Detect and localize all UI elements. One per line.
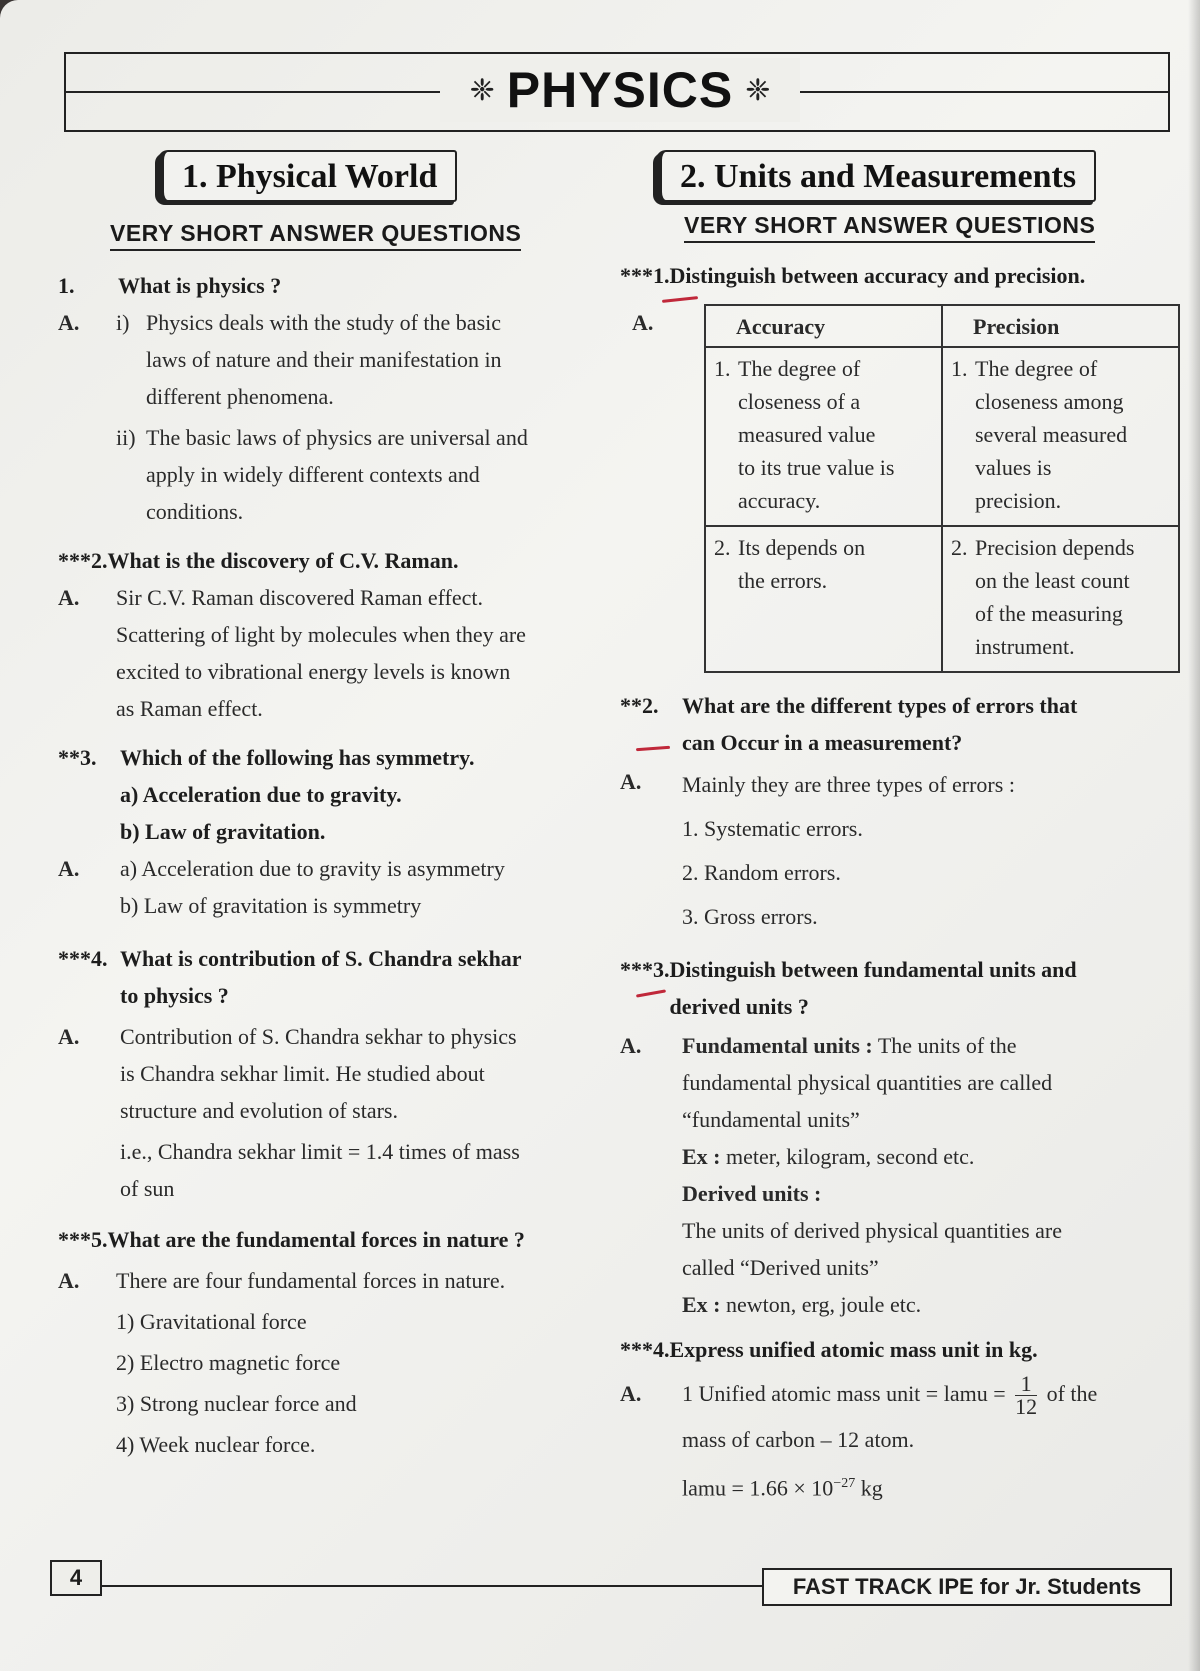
answer-line: b) Law of gravitation is symmetry bbox=[120, 893, 422, 918]
question-r2 bbox=[620, 687, 1180, 761]
question-text: What is physics ? bbox=[118, 273, 282, 298]
cell-line: Its depends on bbox=[738, 535, 866, 560]
list-item: 2) Electro magnetic force bbox=[116, 1350, 341, 1375]
answer-line: fundamental physical quantities are called bbox=[682, 1070, 1053, 1095]
question-number: ***2. bbox=[58, 548, 108, 573]
answer-line: laws of nature and their manifestation in bbox=[146, 347, 502, 372]
item-number: 2. bbox=[951, 535, 968, 560]
question-number: ***4. bbox=[58, 946, 108, 971]
fraction-denominator: 12 bbox=[1015, 1394, 1038, 1420]
answer-label: A. bbox=[620, 1033, 642, 1058]
question-number: ***5. bbox=[58, 1227, 108, 1252]
fraction bbox=[1015, 1373, 1037, 1418]
exponent: −27 bbox=[833, 1476, 856, 1492]
question-text: Distinguish between fundamental units and bbox=[669, 957, 1077, 982]
answer-3 bbox=[58, 850, 603, 924]
answer-r3 bbox=[620, 1027, 1180, 1323]
answer-r1 bbox=[620, 304, 1180, 673]
cell-line: measured value bbox=[738, 422, 876, 447]
left-column bbox=[58, 150, 603, 1463]
answer-5 bbox=[58, 1262, 603, 1463]
answer-line: different phenomena. bbox=[146, 384, 334, 409]
example-text: meter, kilogram, second etc. bbox=[726, 1144, 975, 1169]
answer-label: A. bbox=[632, 310, 654, 335]
list-item: 2. Random errors. bbox=[682, 860, 841, 885]
answer-r2 bbox=[620, 763, 1180, 939]
question-text: derived units ? bbox=[669, 994, 809, 1019]
cell-line: Precision depends bbox=[975, 535, 1135, 560]
question-text: What is the discovery of C.V. Raman. bbox=[107, 548, 459, 573]
table-row bbox=[705, 347, 1179, 526]
question-text: What are the fundamental forces in nature ? bbox=[107, 1227, 525, 1252]
chapter-title-units-measurements: 2. Units and Measurements bbox=[656, 150, 1096, 202]
table-cell bbox=[942, 526, 1179, 672]
list-item: 3. Gross errors. bbox=[682, 904, 818, 929]
question-3 bbox=[58, 739, 603, 776]
answer-point bbox=[116, 304, 603, 415]
cell-line: accuracy. bbox=[738, 488, 821, 513]
answer-line: Physics deals with the study of the basic bbox=[146, 310, 502, 335]
term-label: Fundamental units : bbox=[682, 1033, 873, 1058]
answer-line: structure and evolution of stars. bbox=[120, 1098, 398, 1123]
answer-line: mass of carbon – 12 atom. bbox=[682, 1427, 915, 1453]
ornament-right-icon: ❈ bbox=[745, 72, 771, 108]
header-title-block bbox=[440, 58, 800, 122]
section-title: VERY SHORT ANSWER QUESTIONS bbox=[684, 212, 1095, 243]
answer-2 bbox=[58, 579, 603, 727]
answer-line: Sir C.V. Raman discovered Raman effect. bbox=[116, 585, 483, 610]
page-number: 4 bbox=[50, 1560, 102, 1596]
cell-line: The degree of bbox=[975, 356, 1098, 381]
answer-label: A. bbox=[620, 769, 642, 794]
cell-line: the errors. bbox=[738, 568, 828, 593]
cell-line: The degree of bbox=[738, 356, 861, 381]
table-header: Precision bbox=[942, 305, 1179, 347]
fraction-numerator: 1 bbox=[1015, 1373, 1037, 1396]
table-cell bbox=[942, 347, 1179, 526]
example-label: Ex : bbox=[682, 1144, 721, 1169]
item-number: 1. bbox=[714, 356, 731, 381]
question-5 bbox=[58, 1221, 603, 1258]
question-options bbox=[58, 776, 603, 850]
answer-r4 bbox=[620, 1372, 1180, 1511]
section-title: VERY SHORT ANSWER QUESTIONS bbox=[110, 220, 521, 251]
answer-line: The basic laws of physics are universal and bbox=[146, 425, 528, 450]
answer-line: excited to vibrational energy levels is known bbox=[116, 659, 511, 684]
ornament-left-icon: ❈ bbox=[469, 72, 495, 108]
answer-line: The units of derived physical quantities are bbox=[682, 1218, 1062, 1243]
example-label: Ex : bbox=[682, 1292, 721, 1317]
answer-line: “fundamental units” bbox=[682, 1107, 860, 1132]
question-r1 bbox=[620, 257, 1180, 294]
table-cell bbox=[705, 526, 942, 672]
formula-unit: kg bbox=[855, 1475, 883, 1501]
cell-line: closeness among bbox=[975, 389, 1124, 414]
cell-line: to its true value is bbox=[738, 455, 895, 480]
answer-line: Scattering of light by molecules when they are bbox=[116, 622, 526, 647]
formula-text: lamu = 1.66 × 10 bbox=[682, 1475, 834, 1501]
answer-line: apply in widely different contexts and bbox=[146, 462, 480, 487]
table-header: Accuracy bbox=[705, 305, 942, 347]
option: b) Law of gravitation. bbox=[120, 819, 326, 844]
accuracy-precision-table bbox=[704, 304, 1180, 673]
answer-line: as Raman effect. bbox=[116, 696, 263, 721]
point-marker: ii) bbox=[116, 425, 136, 450]
formula-text: 1 Unified atomic mass unit = lamu = bbox=[682, 1381, 1006, 1406]
option: a) Acceleration due to gravity. bbox=[120, 782, 402, 807]
answer-line: a) Acceleration due to gravity is asymmetry bbox=[120, 856, 505, 881]
question-number: ***1. bbox=[620, 263, 670, 288]
answer-line: conditions. bbox=[146, 499, 244, 524]
answer-label: A. bbox=[58, 310, 80, 335]
cell-line: of the measuring bbox=[975, 601, 1123, 626]
table-cell bbox=[705, 347, 942, 526]
question-number: **2. bbox=[620, 693, 659, 718]
answer-line: of sun bbox=[120, 1176, 175, 1201]
list-item: 3) Strong nuclear force and bbox=[116, 1391, 357, 1416]
answer-4 bbox=[58, 1018, 603, 1207]
answer-label: A. bbox=[58, 1268, 80, 1293]
question-number: ***3. bbox=[620, 957, 670, 982]
cell-line: values is bbox=[975, 455, 1052, 480]
question-number: ***4. bbox=[620, 1337, 670, 1362]
page-title: PHYSICS bbox=[506, 62, 734, 118]
question-text: Which of the following has symmetry. bbox=[120, 745, 475, 770]
list-item: 4) Week nuclear force. bbox=[116, 1432, 316, 1457]
question-text: What is contribution of S. Chandra sekhar bbox=[120, 946, 522, 971]
answer-label: A. bbox=[58, 585, 80, 610]
cell-line: precision. bbox=[975, 488, 1062, 513]
question-text: to physics ? bbox=[120, 983, 229, 1008]
answer-line: called “Derived units” bbox=[682, 1255, 879, 1280]
question-r4 bbox=[620, 1331, 1180, 1368]
list-item: 1) Gravitational force bbox=[116, 1309, 307, 1334]
question-text: Distinguish between accuracy and precision. bbox=[669, 263, 1086, 288]
point-marker: i) bbox=[116, 310, 130, 335]
question-number: 1. bbox=[58, 273, 75, 298]
cell-line: closeness of a bbox=[738, 389, 861, 414]
footer-rule bbox=[102, 1585, 762, 1587]
question-text: Express unified atomic mass unit in kg. bbox=[669, 1337, 1038, 1362]
cell-line: on the least count bbox=[975, 568, 1130, 593]
question-2 bbox=[58, 542, 603, 579]
formula-text: of the bbox=[1046, 1381, 1098, 1406]
answer-point bbox=[116, 419, 603, 530]
book-title: FAST TRACK IPE for Jr. Students bbox=[762, 1568, 1172, 1606]
right-column bbox=[620, 150, 1180, 1511]
question-text: can Occur in a measurement? bbox=[682, 730, 963, 755]
table-row bbox=[705, 526, 1179, 672]
answer-line: i.e., Chandra sekhar limit = 1.4 times of mass bbox=[120, 1139, 520, 1164]
answer-line: Contribution of S. Chandra sekhar to physics bbox=[120, 1024, 517, 1049]
chapter-title-physical-world: 1. Physical World bbox=[158, 150, 457, 202]
answer-line: There are four fundamental forces in nature. bbox=[116, 1268, 506, 1293]
answer-line: The units of the bbox=[877, 1033, 1017, 1058]
answer-label: A. bbox=[58, 856, 80, 881]
example-text: newton, erg, joule etc. bbox=[726, 1292, 922, 1317]
question-1 bbox=[58, 267, 603, 304]
question-text: What are the different types of errors that bbox=[682, 693, 1078, 718]
answer-line: Mainly they are three types of errors : bbox=[682, 772, 1015, 797]
item-number: 1. bbox=[951, 356, 968, 381]
question-number: **3. bbox=[58, 745, 97, 770]
answer-label: A. bbox=[58, 1024, 80, 1049]
question-r3 bbox=[620, 951, 1180, 1025]
item-number: 2. bbox=[714, 535, 731, 560]
term-label: Derived units : bbox=[682, 1181, 822, 1206]
answer-line: is Chandra sekhar limit. He studied about bbox=[120, 1061, 485, 1086]
question-4 bbox=[58, 940, 603, 1014]
answer-1 bbox=[58, 304, 603, 530]
cell-line: several measured bbox=[975, 422, 1128, 447]
cell-line: instrument. bbox=[975, 634, 1075, 659]
list-item: 1. Systematic errors. bbox=[682, 816, 863, 841]
answer-label: A. bbox=[620, 1381, 642, 1406]
